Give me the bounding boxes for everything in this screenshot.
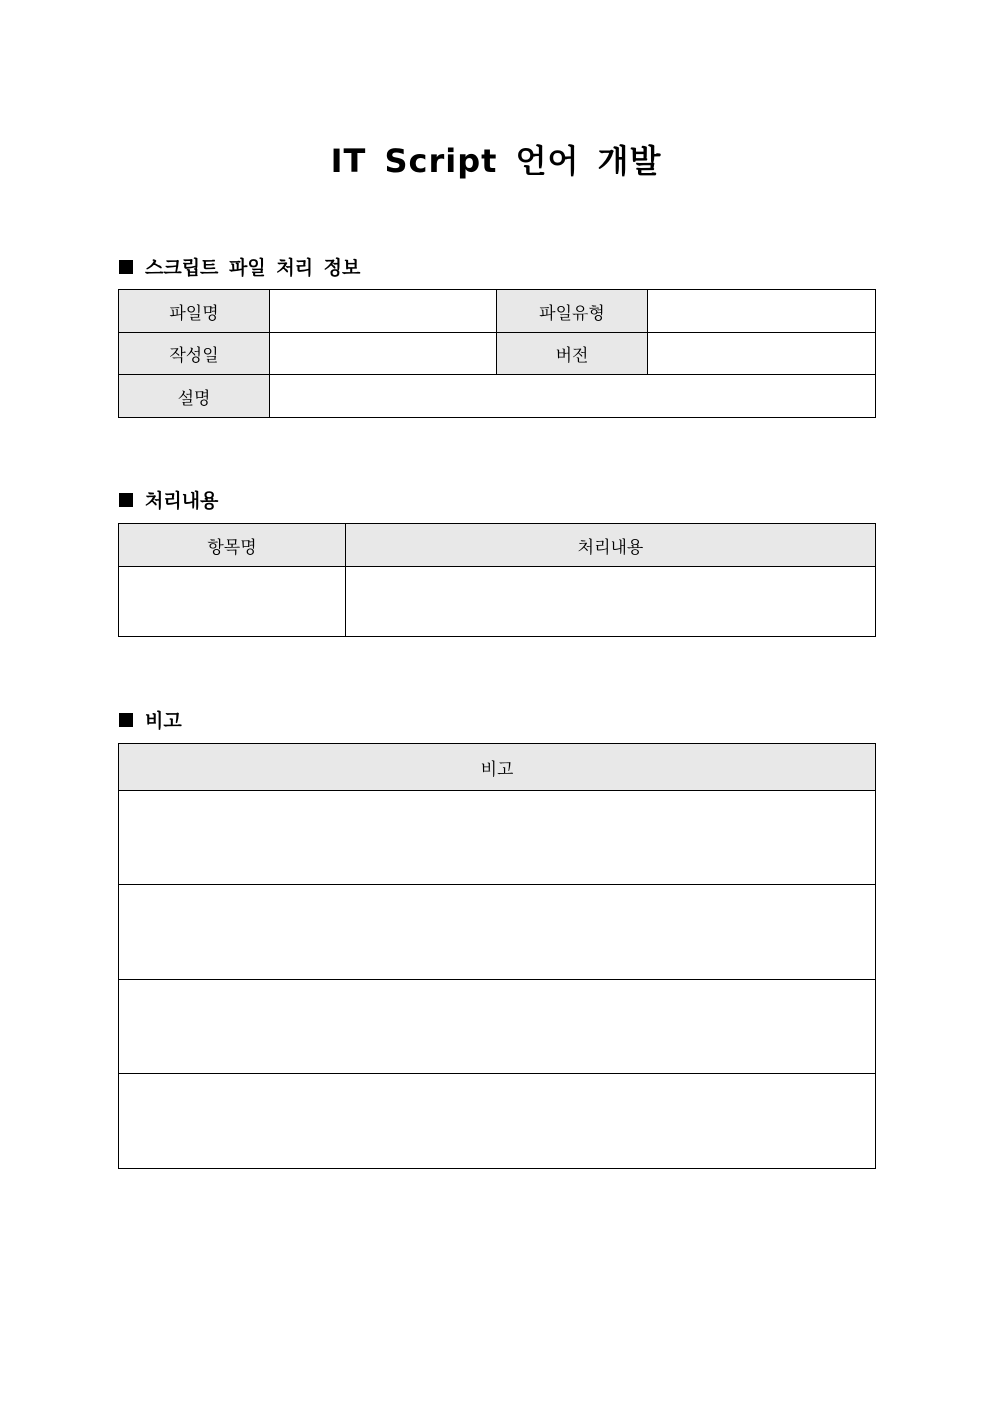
created-date-field[interactable] <box>270 333 497 375</box>
section-heading-remarks <box>119 706 182 733</box>
table-row <box>119 567 876 637</box>
table-row <box>119 980 876 1074</box>
section-heading-label: 비고 <box>145 710 182 732</box>
version-field[interactable] <box>648 333 876 375</box>
square-bullet-icon <box>119 493 133 507</box>
item-name-field[interactable] <box>119 567 346 637</box>
page-title: IT Script 언어 개발 <box>330 142 662 180</box>
remarks-field[interactable] <box>119 1074 876 1169</box>
table-row <box>119 290 876 333</box>
section-heading-processing <box>119 486 218 513</box>
version-label: 버전 <box>497 333 648 375</box>
table-row <box>119 885 876 980</box>
column-header-processing: 처리내용 <box>346 524 876 567</box>
file-type-label: 파일유형 <box>497 290 648 333</box>
processing-content-field[interactable] <box>346 567 876 637</box>
table-header-row <box>119 744 876 791</box>
created-date-label: 작성일 <box>119 333 270 375</box>
description-label: 설명 <box>119 375 270 418</box>
remarks-field[interactable] <box>119 791 876 885</box>
file-name-field[interactable] <box>270 290 497 333</box>
table-row <box>119 1074 876 1169</box>
table-row <box>119 375 876 418</box>
file-type-field[interactable] <box>648 290 876 333</box>
file-name-label: 파일명 <box>119 290 270 333</box>
file-info-table <box>118 289 876 418</box>
section-heading-info <box>119 253 360 280</box>
square-bullet-icon <box>119 260 133 274</box>
table-header-row <box>119 524 876 567</box>
processing-table <box>118 523 876 637</box>
remarks-table <box>118 743 876 1169</box>
column-header-remarks: 비고 <box>119 744 876 791</box>
section-heading-label: 처리내용 <box>145 490 219 512</box>
table-row <box>119 791 876 885</box>
section-heading-label: 스크립트 파일 처리 정보 <box>145 257 361 279</box>
description-field[interactable] <box>270 375 876 418</box>
table-row <box>119 333 876 375</box>
remarks-field[interactable] <box>119 980 876 1074</box>
remarks-field[interactable] <box>119 885 876 980</box>
square-bullet-icon <box>119 713 133 727</box>
column-header-item-name: 항목명 <box>119 524 346 567</box>
